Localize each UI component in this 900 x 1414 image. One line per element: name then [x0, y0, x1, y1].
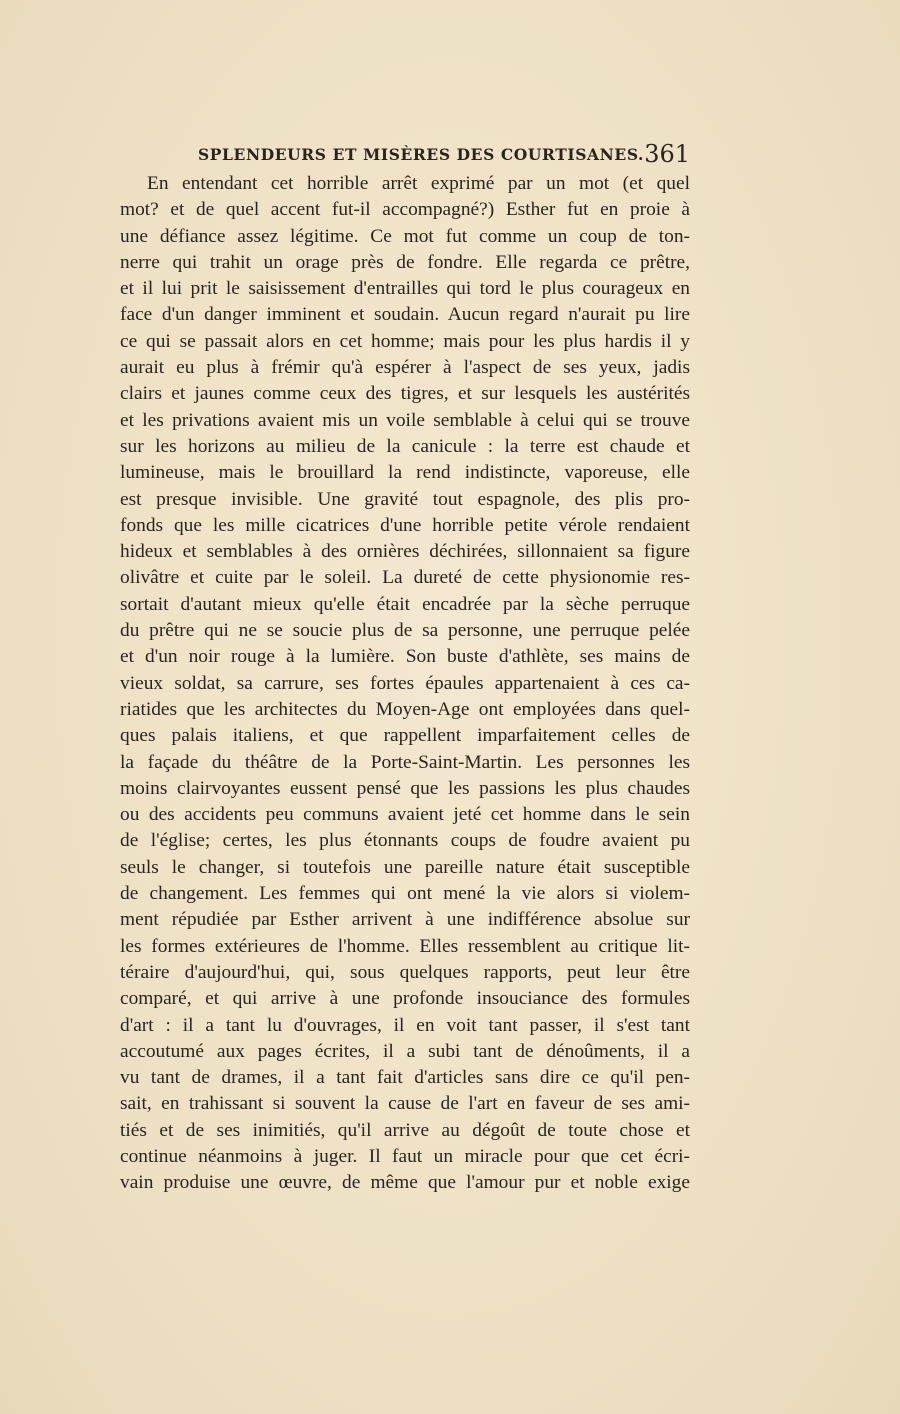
text-line: une défiance assez légitime. Ce mot fut comme un coup de ton- [120, 225, 690, 247]
text-line: riatides que les architectes du Moyen-Age ont employées dans quel- [120, 698, 690, 720]
text-line: aurait eu plus à frémir qu'à espérer à l'aspect de ses yeux, jadis [120, 357, 690, 379]
text-line: tiés et de ses inimitiés, qu'il arrive au dégoût de toute chose et [120, 1119, 690, 1141]
text-line: sur les horizons au milieu de la canicule : la terre est chaude et [120, 435, 690, 457]
text-line: est presque invisible. Une gravité tout espagnole, des plis pro- [120, 488, 690, 510]
text-line: de changement. Les femmes qui ont mené la vie alors si violem- [120, 883, 690, 905]
text-line: comparé, et qui arrive à une profonde insouciance des formules [120, 988, 690, 1010]
text-line: de l'église; certes, les plus étonnants coups de foudre avaient pu [120, 830, 690, 852]
running-head [198, 140, 690, 168]
text-line: vieux soldat, sa carrure, ses fortes épaules appartenaient à ces ca- [120, 672, 690, 694]
text-line: fonds que les mille cicatrices d'une horrible petite vérole rendaient [120, 514, 690, 536]
text-line: sortait d'autant mieux qu'elle était encadrée par la sèche perruque [120, 593, 690, 615]
page-number: 361 [644, 140, 690, 168]
text-line: téraire d'aujourd'hui, qui, sous quelques rapports, peut leur être [120, 961, 690, 983]
text-line: ques palais italiens, et que rappellent imparfaitement celles de [120, 725, 690, 747]
text-line: ou des accidents peu communs avaient jeté cet homme dans le sein [120, 804, 690, 826]
text-line: ment répudiée par Esther arrivent à une indifférence absolue sur [120, 909, 690, 931]
text-line: sait, en trahissant si souvent la cause de l'art en faveur de ses ami- [120, 1093, 690, 1115]
text-line: d'art : il a tant lu d'ouvrages, il en voit tant passer, il s'est tant [120, 1014, 690, 1036]
running-title: SPLENDEURS ET MISÈRES DES COURTISANES. [198, 145, 645, 164]
text-line: vain produise une œuvre, de même que l'amour pur et noble exige [120, 1172, 690, 1194]
text-line: et les privations avaient mis un voile semblable à celui qui se trouve [120, 409, 690, 431]
text-line: nerre qui trahit un orage près de fondre. Elle regarda ce prêtre, [120, 251, 690, 273]
text-line: la façade du théâtre de la Porte-Saint-Martin. Les personnes les [120, 751, 690, 773]
text-line: continue néanmoins à juger. Il faut un miracle pour que cet écri- [120, 1145, 690, 1167]
text-line: face d'un danger imminent et soudain. Aucun regard n'aurait pu lire [120, 304, 690, 326]
text-line: et il lui prit le saisissement d'entrailles qui tord le plus courageux en [120, 278, 690, 300]
text-line: En entendant cet horrible arrêt exprimé par un mot (et quel [147, 173, 690, 194]
text-line: ce qui se passait alors en cet homme; mais pour les plus hardis il y [120, 330, 690, 352]
text-line: du prêtre qui ne se soucie plus de sa personne, une perruque pelée [120, 620, 690, 642]
text-line: mot? et de quel accent fut-il accompagné?) Esther fut en proie à [120, 199, 690, 221]
text-line: seuls le changer, si toutefois une pareille nature était susceptible [120, 856, 690, 878]
text-line: les formes extérieures de l'homme. Elles ressemblent au critique lit- [120, 935, 690, 957]
text-line: et d'un noir rouge à la lumière. Son buste d'athlète, ses mains de [120, 646, 690, 668]
text-line: vu tant de drames, il a tant fait d'articles sans dire ce qu'il pen- [120, 1067, 690, 1089]
text-line: lumineuse, mais le brouillard la rend indistincte, vaporeuse, elle [120, 462, 690, 484]
text-line: hideux et semblables à des ornières déchirées, sillonnaient sa figure [120, 541, 690, 563]
text-line: olivâtre et cuite par le soleil. La dureté de cette physionomie res- [120, 567, 690, 589]
text-line: clairs et jaunes comme ceux des tigres, et sur lesquels les austérités [120, 383, 690, 405]
text-line: accoutumé aux pages écrites, il a subi tant de dénoûments, il a [120, 1040, 690, 1062]
text-line: moins clairvoyantes eussent pensé que les passions les plus chaudes [120, 777, 690, 799]
body-text [120, 171, 690, 1197]
